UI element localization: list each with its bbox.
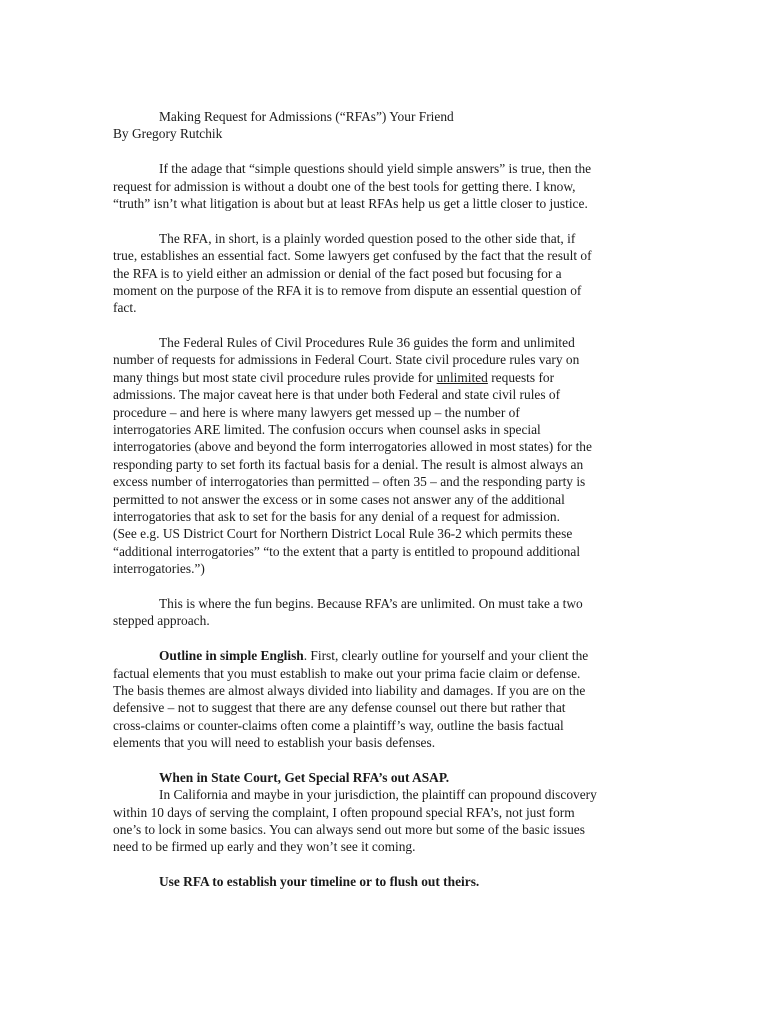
paragraph-line: moment on the purpose of the RFA it is to remove from dispute an essential question of (113, 282, 582, 298)
underlined-word: unlimited (436, 369, 488, 385)
spacer (113, 630, 658, 647)
paragraph-line: interrogatories (above and beyond the form interrogatories allowed in most states) for the (113, 439, 592, 455)
paragraph-2 (113, 230, 658, 317)
paragraph-line: In California and maybe in your jurisdiction, the plaintiff can propound discovery (159, 787, 597, 803)
paragraph-line: cross-claims or counter-claims often come a plaintiff’s way, outline the basis factual (113, 717, 564, 733)
paragraph-5 (113, 647, 658, 751)
paragraph-line: need to be firmed up early and they won’t see it coming. (113, 839, 416, 855)
byline: By Gregory Rutchik (113, 126, 223, 142)
paragraph-line (113, 647, 658, 664)
paragraph-line: “truth” isn’t what litigation is about but at least RFAs help us get a little closer to justice. (113, 195, 588, 211)
paragraph-line: fact. (113, 300, 137, 316)
paragraph-7 (113, 873, 658, 890)
paragraph-line: elements that you will need to establish your basis defenses. (113, 735, 436, 751)
paragraph-line: This is where the fun begins. Because RFA’s are unlimited. On must take a two (159, 595, 583, 611)
paragraph-line: (See e.g. US District Court for Northern District Local Rule 36-2 which permits these (113, 526, 573, 542)
text-run: many things but most state civil procedure rules provide for (113, 369, 437, 385)
paragraph-1 (113, 160, 658, 212)
paragraph-line: The Federal Rules of Civil Procedures Rule 36 guides the form and unlimited (159, 335, 575, 351)
paragraph-line: interrogatories that ask to set for the basis for any denial of a request for admission. (113, 508, 560, 524)
paragraph-line: within 10 days of serving the complaint, I often propound special RFA’s, not just form (113, 804, 575, 820)
section-heading: Use RFA to establish your timeline or to flush out theirs. (159, 874, 480, 890)
document-title: Making Request for Admissions (“RFAs”) Your Friend (159, 109, 454, 124)
paragraph-6 (113, 769, 658, 856)
text-run: . First, clearly outline for yourself and your client the (303, 648, 589, 664)
paragraph-line: stepped approach. (113, 613, 210, 629)
paragraph-3 (113, 334, 658, 577)
paragraph-line (113, 369, 658, 386)
paragraph-line: The RFA, in short, is a plainly worded question posed to the other side that, if (159, 230, 576, 246)
paragraph-line: defensive – not to suggest that there are any defense counsel out there but rather that (113, 700, 566, 716)
spacer (113, 212, 658, 229)
spacer (113, 143, 658, 160)
paragraph-line: true, establishes an essential fact. Some lawyers get confused by the fact that the result of (113, 248, 592, 264)
paragraph-line: interrogatories.”) (113, 561, 205, 577)
paragraph-line: The basis themes are almost always divided into liability and damages. If you are on the (113, 682, 586, 698)
paragraph-line: responding party to set forth its factual basis for a denial. The result is almost always an (113, 456, 584, 472)
paragraph-line: excess number of interrogatories than permitted – often 35 – and the responding party is (113, 474, 586, 490)
paragraph-line: If the adage that “simple questions should yield simple answers” is true, then the (159, 161, 592, 177)
paragraph-line: admissions. The major caveat here is that under both Federal and state civil rules of (113, 387, 561, 403)
paragraph-line: request for admission is without a doubt one of the best tools for getting there. I know, (113, 178, 576, 194)
paragraph-4 (113, 595, 658, 630)
spacer (113, 751, 658, 768)
paragraph-line: number of requests for admissions in Federal Court. State civil procedure rules vary on (113, 352, 580, 368)
paragraph-line: factual elements that you must establish to make out your prima facie claim or defense. (113, 665, 581, 681)
paragraph-line: interrogatories ARE limited. The confusion occurs when counsel asks in special (113, 422, 541, 438)
paragraph-line: “additional interrogatories” “to the extent that a party is entitled to propound additional (113, 543, 581, 559)
text-run: requests for (487, 369, 555, 385)
paragraph-line: procedure – and here is where many lawyers get messed up – the number of (113, 404, 520, 420)
spacer (113, 317, 658, 334)
section-heading: Outline in simple English (159, 648, 304, 664)
section-heading: When in State Court, Get Special RFA’s out ASAP. (159, 769, 450, 785)
paragraph-line: one’s to lock in some basics. You can always send out more but some of the basic issues (113, 822, 585, 838)
paragraph-line: permitted to not answer the excess or in some cases not answer any of the additional (113, 491, 565, 507)
paragraph-line: the RFA is to yield either an admission or denial of the fact posed but focusing for a (113, 265, 562, 281)
spacer (113, 578, 658, 595)
document-page (113, 108, 658, 891)
spacer (113, 856, 658, 873)
